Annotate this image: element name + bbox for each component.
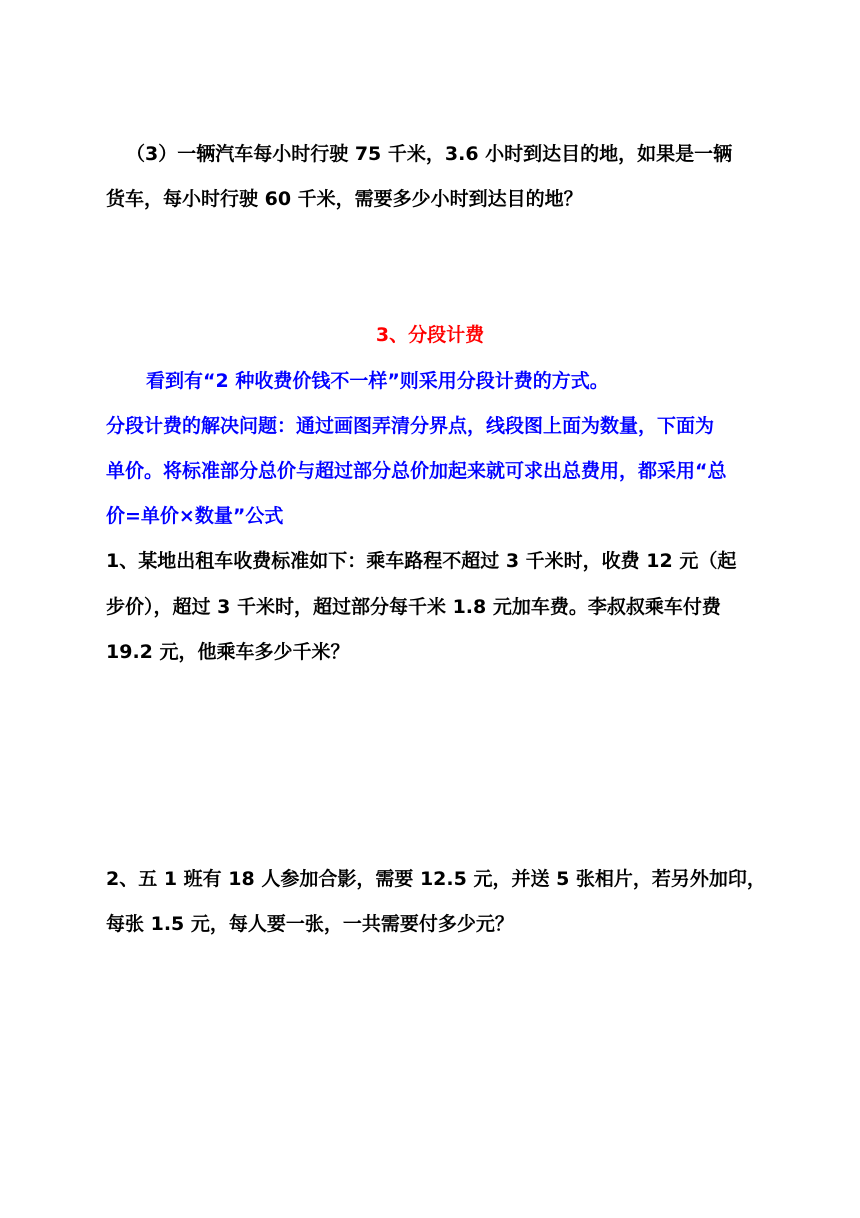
method-line-2: 单价。将标准部分总价与超过部分总价加起来就可求出总费用，都采用“总 (106, 460, 727, 482)
section-heading: 3、分段计费 (375, 324, 485, 346)
problem-1-line-1: 1、某地出租车收费标准如下：乘车路程不超过 3 千米时，收费 12 元（起 (106, 550, 737, 572)
section-tip: 看到有“2 种收费价钱不一样”则采用分段计费的方式。 (146, 370, 609, 392)
question-3-line-1: （3）一辆汽车每小时行驶 75 千米，3.6 小时到达目的地，如果是一辆 (126, 143, 733, 165)
problem-2-line-2: 每张 1.5 元，每人要一张，一共需要付多少元？ (106, 913, 514, 935)
question-3-line-2: 货车，每小时行驶 60 千米，需要多少小时到达目的地？ (106, 188, 583, 210)
method-line-3: 价=单价×数量”公式 (106, 505, 284, 527)
problem-2-line-1: 2、五 1 班有 18 人参加合影，需要 12.5 元，并送 5 张相片，若另外加印， (106, 868, 766, 890)
problem-1-line-3: 19.2 元，他乘车多少千米？ (106, 641, 350, 663)
method-line-1: 分段计费的解决问题：通过画图弄清分界点，线段图上面为数量，下面为 (106, 415, 715, 437)
problem-1-line-2: 步价），超过 3 千米时，超过部分每千米 1.8 元加车费。李叔叔乘车付费 (106, 596, 721, 618)
